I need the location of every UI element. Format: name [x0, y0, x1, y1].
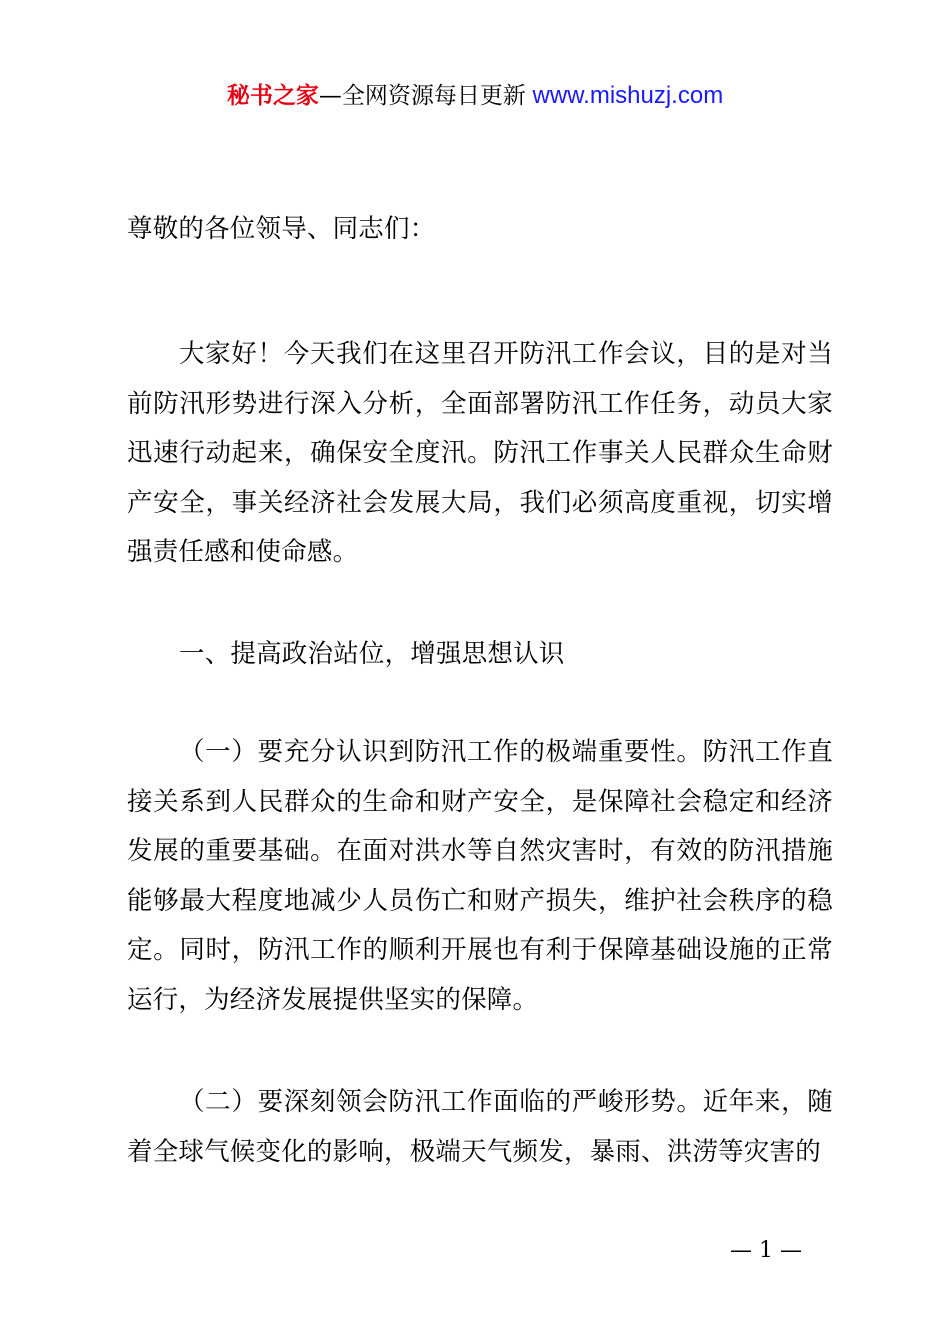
site-tagline: —全网资源每日更新 [318, 83, 526, 109]
paragraph-opening: 大家好！今天我们在这里召开防汛工作会议，目的是对当前防汛形势进行深入分析，全面部署防汛工作任务，动员大家迅速行动起来，确保安全度汛。防汛工作事关人民群众生命财产安全，事关经济社会发展大局，我们必须高度重视，切实增强责任感和使命感。 [127, 339, 833, 567]
site-header [0, 78, 950, 114]
section-heading-1: 一、提高政治站位，增强思想认识 [179, 639, 565, 669]
page-number: — 1 — [730, 1238, 802, 1263]
site-url-link[interactable]: www.mishuzj.com [525, 82, 724, 109]
site-brand: 秘书之家 [226, 83, 319, 109]
salutation: 尊敬的各位领导、同志们： [127, 214, 436, 244]
paragraph-subsection-1: （一）要充分认识到防汛工作的极端重要性。防汛工作直接关系到人民群众的生命和财产安全，是保障社会稳定和经济发展的重要基础。在面对洪水等自然灾害时，有效的防汛措施能够最大程度地减少人员伤亡和财产损失，维护社会秩序的稳定。同时，防汛工作的顺利开展也有利于保障基础设施的正常运行，为经济发展提供坚实的保障。 [127, 737, 833, 1015]
paragraph-subsection-2: （二）要深刻领会防汛工作面临的严峻形势。近年来，随着全球气候变化的影响，极端天气频发，暴雨、洪涝等灾害的 [127, 1087, 833, 1167]
